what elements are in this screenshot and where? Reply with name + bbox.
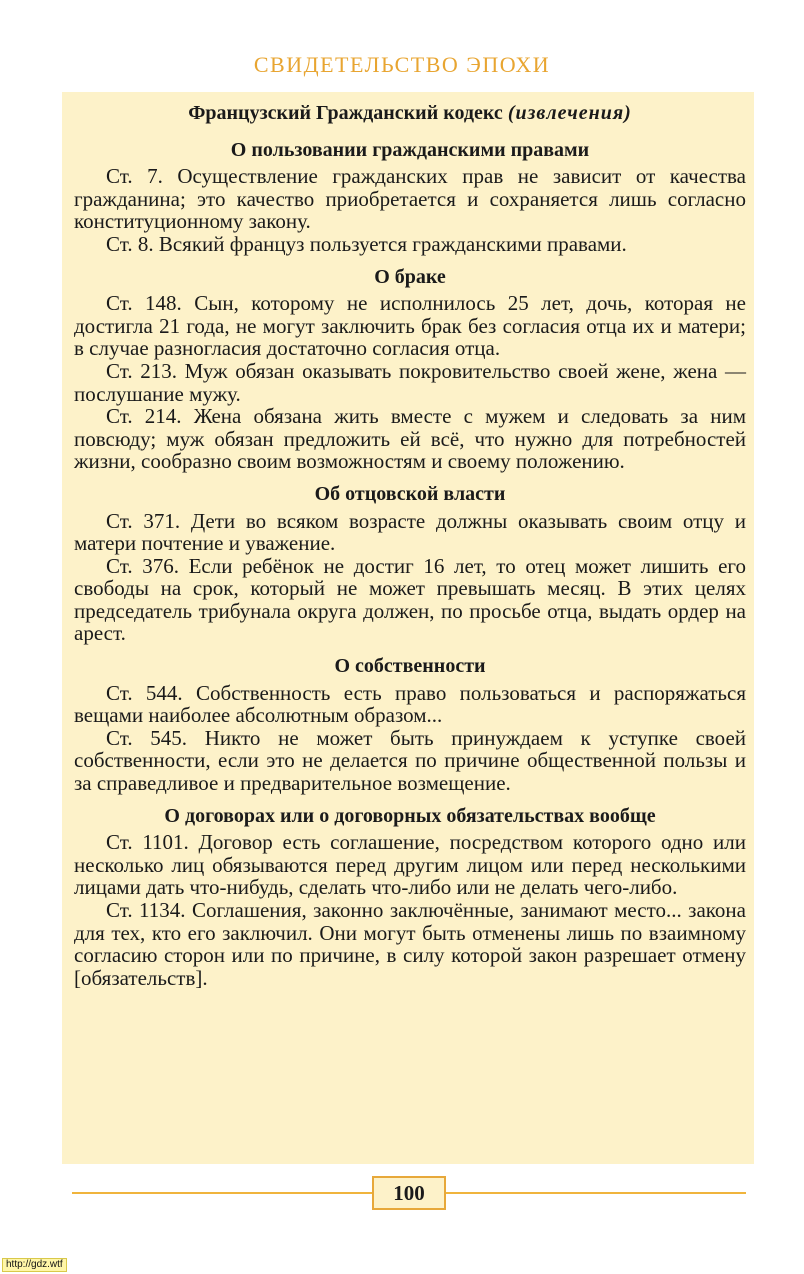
section-heading: О собственности xyxy=(334,655,486,678)
article: Ст. 213. Муж обязан оказывать покровительство своей жене, жена — послушание мужу. xyxy=(74,358,746,406)
article: Ст. 1101. Договор есть соглашение, посредством которого одно или несколько лиц обязываются перед другим лицом или перед несколькими лицами дать что-нибудь, сделать что-либо или не делать чего-либо. xyxy=(74,830,746,900)
section-header: СВИДЕТЕЛЬСТВО ЭПОХИ xyxy=(253,52,551,77)
section-heading: О пользовании гражданскими правами xyxy=(230,138,590,161)
section-heading: Об отцовской власти xyxy=(314,482,506,505)
page-number: 100 xyxy=(372,1176,446,1210)
article: Ст. 8. Всякий француз пользуется гражданскими правами. xyxy=(106,231,627,256)
article: Ст. 371. Дети во всяком возрасте должны оказывать своим отцу и матери почтение и уважение. xyxy=(74,508,746,556)
section-property xyxy=(74,655,746,795)
article: Ст. 545. Никто не может быть принуждаем к уступке своей собственности, если это не делается по причине общественной пользы и за справедливое и предварительное возмещение. xyxy=(74,725,746,796)
section-heading: О договорах или о договорных обязательствах вообще xyxy=(164,804,656,827)
section-contracts xyxy=(74,805,746,990)
article: Ст. 1134. Соглашения, законно заключённые, занимают место... закона для тех, кто его заключил. Они могут быть отменены лишь по взаимному согласию сторон или по причине, в силу которой закон разрешает отмену [обязательств]. xyxy=(74,898,746,990)
document-content xyxy=(74,100,746,989)
document-title-main: Французский Гражданский кодекс xyxy=(188,102,503,124)
article: Ст. 544. Собственность есть право пользоваться и распоряжаться вещами наиболее абсолютным образом... xyxy=(74,680,746,728)
watermark-link[interactable]: http://gdz.wtf xyxy=(2,1258,67,1272)
section-marriage xyxy=(74,266,746,473)
footer-rule-left xyxy=(72,1192,372,1194)
document-title xyxy=(74,102,746,125)
footer-rule-right xyxy=(446,1192,746,1194)
article: Ст. 376. Если ребёнок не достиг 16 лет, то отец может лишить его свободы на срок, который не может превышать месяц. В этих целях председатель трибунала округа должен, по просьбе отца, выдать ордер на арест. xyxy=(74,553,746,646)
article: Ст. 7. Осуществление гражданских прав не зависит от качества гражданина; это качество приобретается и сохраняется лишь согласно конституционному закону. xyxy=(74,164,746,234)
section-paternal-authority xyxy=(74,483,746,645)
section-heading: О браке xyxy=(374,265,446,288)
article: Ст. 148. Сын, которому не исполнилось 25 лет, дочь, которая не достигла 21 года, не могут заключить брак без согласия отца их и матери; в случае разногласия достаточно согласия отца. xyxy=(74,291,746,361)
section-civil-rights xyxy=(74,139,746,256)
article: Ст. 214. Жена обязана жить вместе с мужем и следовать за ним повсюду; муж обязан предложить ей всё, что нужно для потребностей жизни, сообразно своим возможностям и своему положению. xyxy=(74,404,746,474)
document-subtitle: (извлечения) xyxy=(507,102,632,124)
